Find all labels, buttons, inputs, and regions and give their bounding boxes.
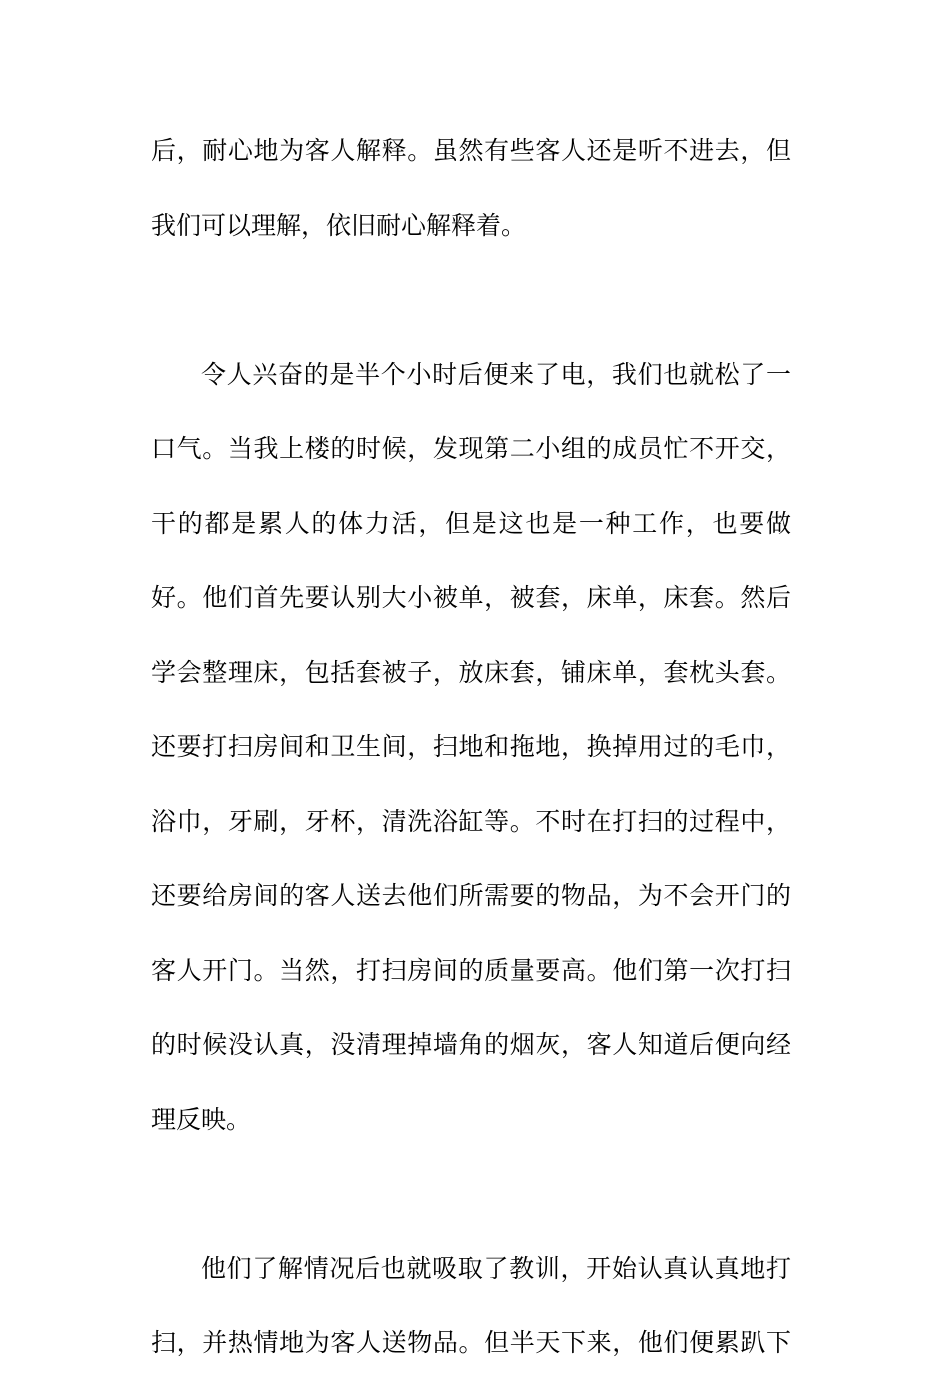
text-line: 干的都是累人的体力活，但是这也是一种工作，也要做 — [151, 508, 791, 538]
paragraph-gap — [151, 1166, 791, 1241]
text-line: 理反映。 — [151, 1104, 252, 1134]
text-line: 令人兴奋的是半个小时后便来了电，我们也就松了一 — [201, 359, 791, 389]
body-text — [151, 123, 791, 1390]
text-line: 后，耐心地为客人解释。虽然有些客人还是听不进去，但 — [151, 136, 791, 165]
text-line: 学会整理床，包括套被子，放床套，铺床单，套枕头套。 — [151, 657, 791, 687]
text-line: 浴巾，牙刷，牙杯，清洗浴缸等。不时在打扫的过程中， — [151, 806, 791, 836]
text-line: 我们可以理解，依旧耐心解释着。 — [151, 210, 527, 240]
text-line: 还要打扫房间和卫生间，扫地和拖地，换掉用过的毛巾， — [151, 732, 791, 761]
paragraph-gap — [151, 272, 791, 347]
text-line: 好。他们首先要认别大小被单，被套，床单，床套。然后 — [151, 583, 791, 612]
text-line: 客人开门。当然，打扫房间的质量要高。他们第一次打扫 — [151, 955, 791, 985]
text-line: 的时候没认真，没清理掉墙角的烟灰，客人知道后便向经 — [151, 1030, 791, 1059]
text-line: 他们了解情况后也就吸取了教训，开始认真认真地打 — [201, 1253, 791, 1283]
text-line: 扫，并热情地为客人送物品。但半天下来，他们便累趴下 — [151, 1328, 791, 1357]
text-line: 口气。当我上楼的时候，发现第二小组的成员忙不开交， — [151, 434, 791, 463]
text-line: 还要给房间的客人送去他们所需要的物品，为不会开门的 — [151, 881, 791, 910]
